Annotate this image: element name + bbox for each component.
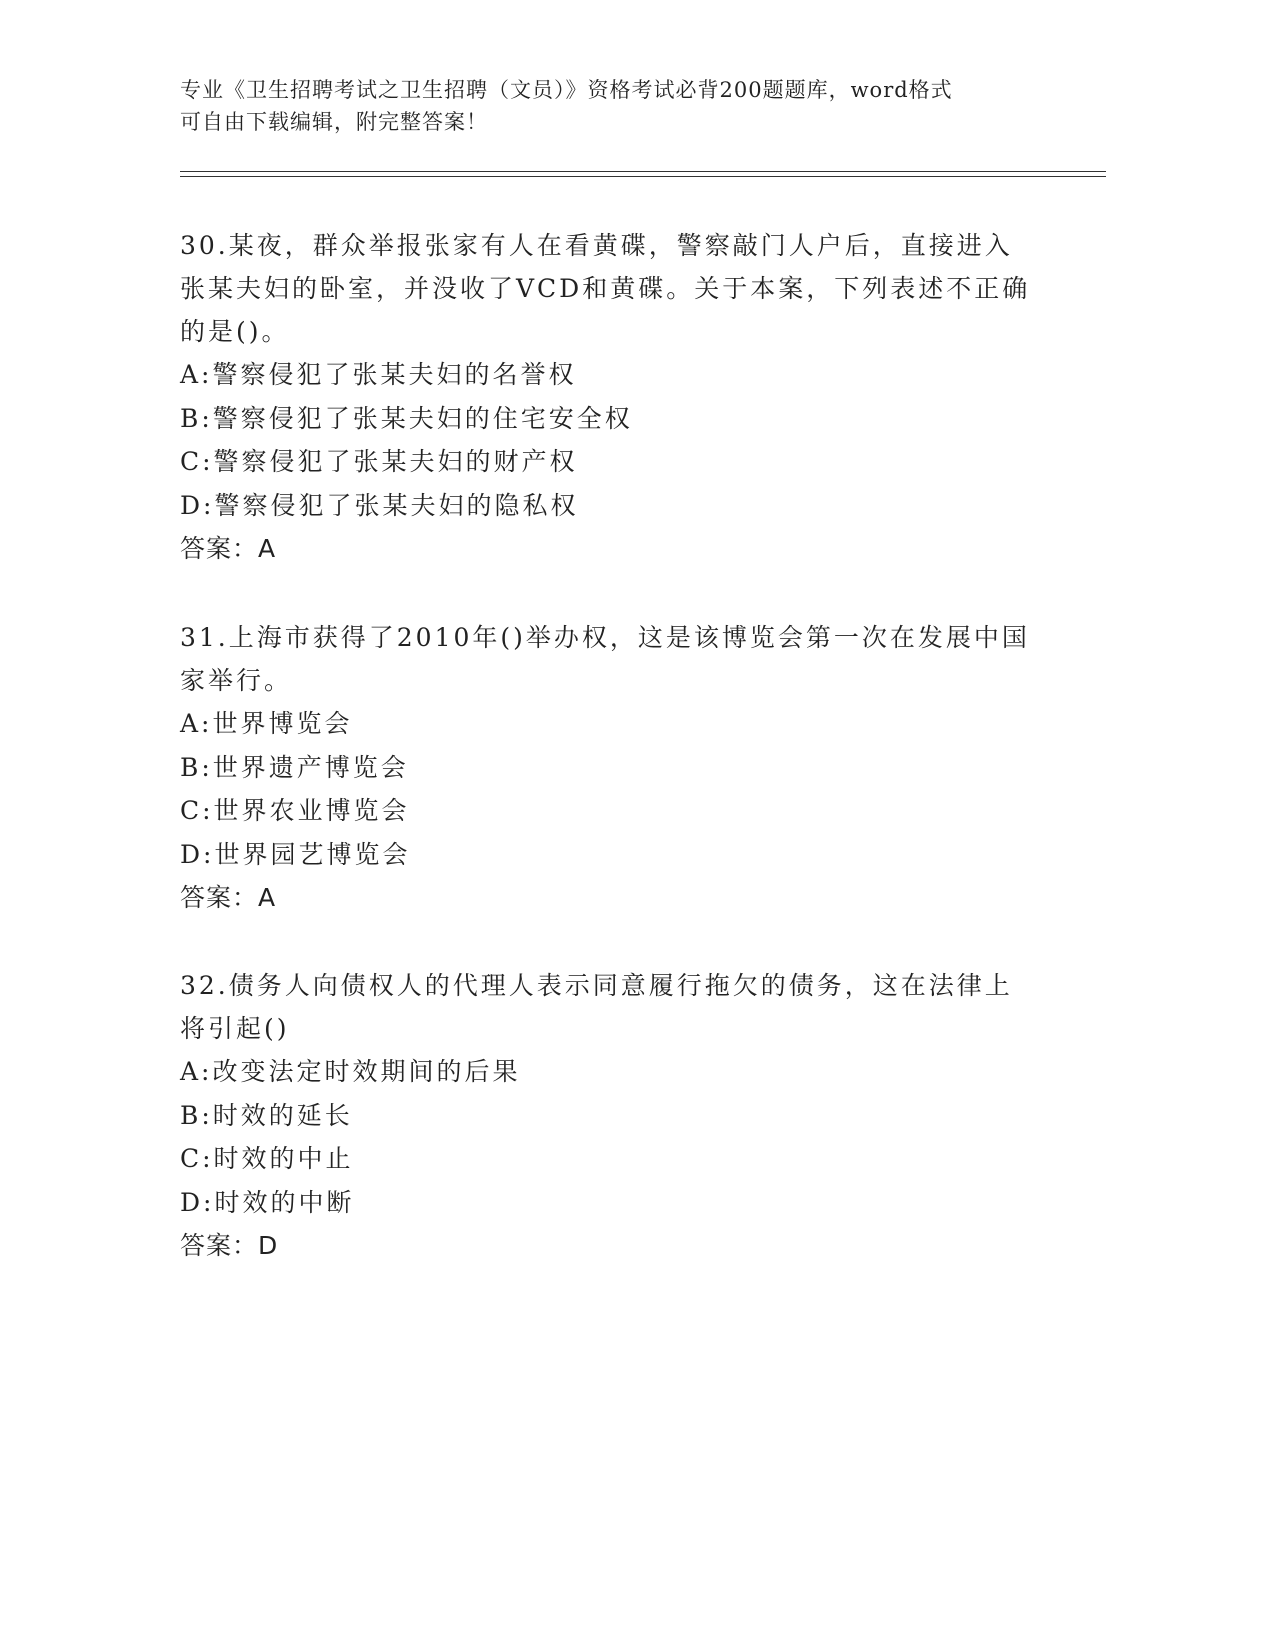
answer-value: A [258, 534, 277, 563]
option-c: C:警察侵犯了张某夫妇的财产权 [180, 447, 578, 476]
option-a: A:世界博览会 [180, 709, 353, 738]
answer-line [180, 527, 1040, 571]
option-a: A:改变法定时效期间的后果 [180, 1057, 521, 1086]
answer-line [180, 1224, 1040, 1268]
option-a: A:警察侵犯了张某夫妇的名誉权 [180, 360, 577, 389]
document-header [180, 74, 1060, 138]
question-stem: 31.上海市获得了2010年()举办权，这是该博览会第一次在发展中国家举行。 [180, 623, 1030, 695]
header-divider [180, 171, 1106, 172]
answer-label: 答案： [180, 1231, 259, 1260]
header-line-1: 专业《卫生招聘考试之卫生招聘（文员）》资格考试必背200题题库，word格式 [180, 78, 953, 102]
option-c: C:世界农业博览会 [180, 796, 410, 825]
answer-value: D [258, 1231, 279, 1260]
header-line-2: 可自由下载编辑，附完整答案！ [180, 110, 488, 134]
question-30 [180, 224, 1040, 571]
option-d: D:世界园艺博览会 [180, 839, 411, 869]
option-b: B:时效的延长 [180, 1100, 353, 1130]
option-d: D:警察侵犯了张某夫妇的隐私权 [180, 490, 579, 520]
question-31 [180, 616, 1040, 920]
option-c: C:时效的中止 [180, 1144, 354, 1173]
answer-line [180, 876, 1040, 920]
question-32 [180, 964, 1040, 1268]
option-d: D:时效的中断 [180, 1187, 355, 1217]
question-stem: 32.债务人向债权人的代理人表示同意履行拖欠的债务，这在法律上将引起() [180, 971, 1013, 1043]
header-divider-double [180, 176, 1106, 177]
option-b: B:警察侵犯了张某夫妇的住宅安全权 [180, 403, 633, 433]
answer-value: A [258, 883, 277, 912]
answer-label: 答案： [180, 883, 259, 912]
option-b: B:世界遗产博览会 [180, 752, 409, 782]
question-stem: 30.某夜，群众举报张家有人在看黄碟，警察敲门人户后，直接进入张某夫妇的卧室，并没收了VCD和黄碟。关于本案，下列表述不正确的是()。 [180, 231, 1031, 346]
answer-label: 答案： [180, 534, 259, 563]
